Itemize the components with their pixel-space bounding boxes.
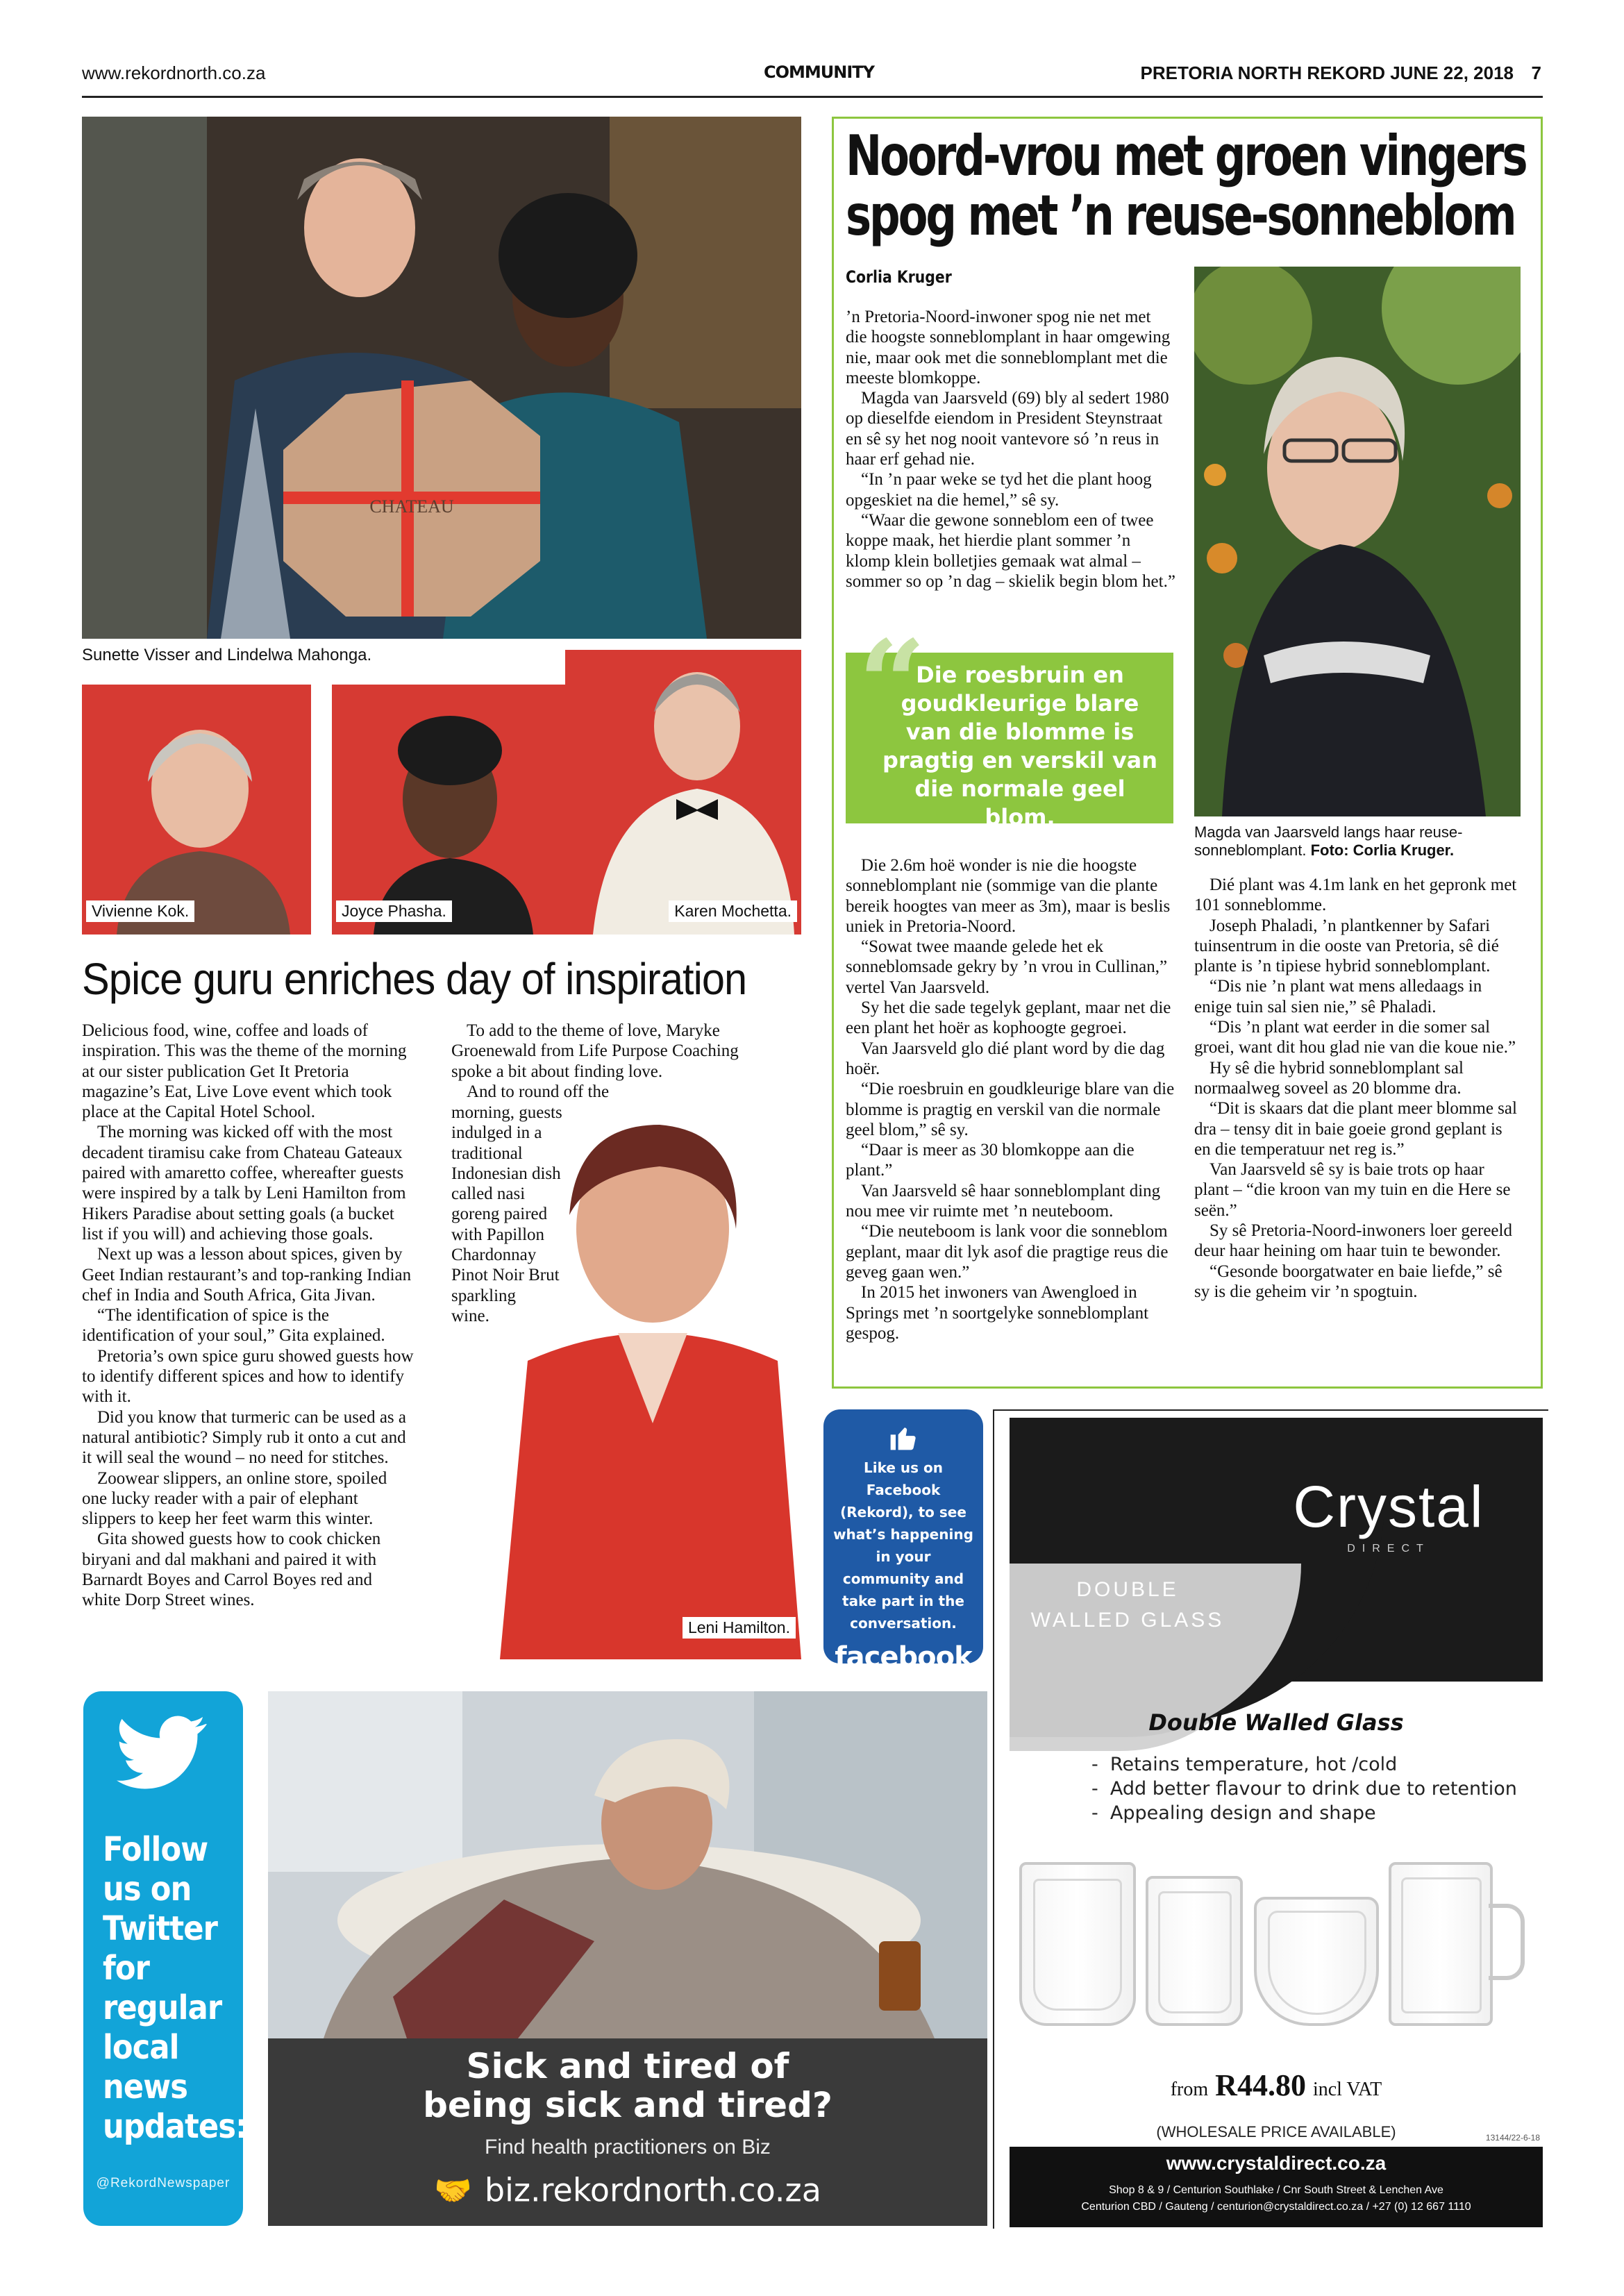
twitter-handle[interactable]: @RekordNewspaper (96, 2176, 231, 2190)
paragraph: “Dit is skaars dat die plant meer blomme sal dra – tensy dit in baie goeie grond geplant is en die temperatuur net reg is.” (1194, 1099, 1517, 1159)
headline-line: spog met ’n reuse-sonneblom (846, 183, 1515, 248)
paragraph: Sy sê Pretoria-Noord-inwoners loer gereeld deur haar heining om haar tuin te bewonder. (1194, 1221, 1512, 1261)
glass-image (1254, 1897, 1379, 2026)
text-line: Follow (103, 1830, 208, 1869)
handshake-icon: 🤝 (434, 2172, 472, 2209)
paragraph: Delicious food, wine, coffee and loads of inspiration. This was the theme of the morning at our sister publication Get It Pretoria magazine’s Eat, Live Love event which took place at the Capital Hotel School. (82, 1021, 407, 1122)
biz-url[interactable]: biz.rekordnorth.co.za (484, 2171, 821, 2209)
sunflower-column-1-bottom (846, 855, 1176, 1343)
twitter-promo[interactable] (83, 1691, 247, 2226)
price-value: R44.80 (1215, 2068, 1306, 2102)
paragraph: Sy het die sade tegelyk geplant, maar net die een plant het hoër as kophoogte gegroei. (846, 998, 1171, 1038)
portrait-caption: Joyce Phasha. (336, 900, 452, 922)
text-line: news (103, 2068, 188, 2106)
portrait-vivienne (82, 685, 311, 935)
text-line: traditional (451, 1143, 523, 1163)
paragraph: Van Jaarsveld sê haar sonneblomplant ding nou mee vir ruimte met ’n neuteboom. (846, 1181, 1161, 1221)
paragraph: “Gesonde boorgatwater en baie liefde,” sê sy is die geheim vir ’n spogtuin. (1194, 1262, 1502, 1301)
feature-text: Retains temperature, hot /cold (1110, 1754, 1398, 1775)
crystal-logo: Crystal (1293, 1474, 1484, 1539)
paragraph: Dié plant was 4.1m lank en het gepronk met 101 sonneblomme. (1194, 875, 1517, 915)
paragraph: To add to the theme of love, Maryke Groenewald from Life Purpose Coaching spoke a bit about finding love. (451, 1021, 739, 1081)
paragraph: Magda van Jaarsveld (69) bly al sedert 1980 op dieselfde eiendom in President Steynstraat en sê sy het nog nooit vantevore só ’n reus in haar erf gehad nie. (846, 389, 1169, 469)
portrait-art (82, 685, 311, 935)
photo-credit: Foto: Corlia Kruger. (1310, 841, 1455, 859)
spice-column-1 (82, 1021, 414, 1611)
twitter-bird-icon (117, 1715, 207, 1791)
glass-mug-image (1389, 1862, 1493, 2026)
text-line: sparkling (451, 1286, 517, 1305)
sunflower-photo-caption (1194, 823, 1521, 860)
leni-caption: Leni Hamilton. (683, 1617, 796, 1639)
text-line: with Papillon (451, 1225, 545, 1244)
feature-item: - Appealing design and shape (1091, 1802, 1376, 1824)
byline: Corlia Kruger (846, 267, 952, 287)
text-line: regular (103, 1988, 222, 2027)
paragraph: “In ’n paar weke se tyd het die plant hoog opgeskiet na die hemel,” sê sy. (846, 470, 1152, 510)
paragraph: ’n Pretoria-Noord-inwoner spog nie net met die hoogste sonneblomplant in haar omgewing nie, maar ook met die sonneblomplant met die meeste blomkoppe. (846, 308, 1171, 387)
sunflower-photo-art (1194, 267, 1521, 816)
paragraph: Did you know that turmeric can be used as a natural antibiotic? Simply rub it onto a cut and it will seal the wound – no need for stitches. (82, 1407, 407, 1468)
tag-line: WALLED GLASS (1030, 1609, 1225, 1632)
text-line: for (103, 1949, 150, 1988)
glass-image (1146, 1876, 1243, 2026)
crystal-footer (1010, 2147, 1543, 2227)
price-block (1010, 2068, 1543, 2103)
paragraph: “The identification of spice is the identification of your soul,” Gita explained. (82, 1306, 385, 1346)
paragraph: And to round off the (467, 1082, 610, 1101)
spice-headline: Spice guru enriches day of inspiration (82, 954, 747, 1004)
website-url[interactable]: www.rekordnorth.co.za (82, 62, 266, 83)
paragraph: “Sowat twee maande gelede het ek sonneblomsade gekry by ’n vrou in Cullinan,” vertel Van Jaarsveld. (846, 937, 1168, 997)
paragraph: In 2015 het inwoners van Awengloed in Springs met ’n soortgelyke sonneblomplant gespog. (846, 1283, 1149, 1343)
crystal-website[interactable]: www.crystaldirect.co.za (1166, 2152, 1387, 2174)
paragraph: Van Jaarsveld glo dié plant word by die dag hoër. (846, 1039, 1165, 1078)
leni-photo (486, 1097, 801, 1659)
text-line: Indonesian dish (451, 1164, 561, 1183)
paragraph: “Waar die gewone sonneblom een of twee koppe maak, het hierdie plant sommer ’n klomp klein bolletjies gemaak wat almal – sommer so op ’n dag – skielik begin blom het.” (846, 510, 1175, 591)
text-line: called nasi (451, 1184, 526, 1204)
text-line: Twitter (103, 1909, 218, 1948)
feature-list (1091, 1752, 1536, 1825)
price-suffix: incl VAT (1312, 2079, 1382, 2100)
mug-handle (1489, 1904, 1525, 1980)
paragraph: Hy sê die hybrid sonneblomplant sal normaalweg soveel as 20 blomme dra. (1194, 1058, 1464, 1098)
text-line: indulged in a (451, 1123, 542, 1143)
facebook-logo[interactable]: facebook (835, 1641, 972, 1673)
paragraph: Pretoria’s own spice guru showed guests how to identify different spices and how to identify with it. (82, 1346, 414, 1407)
text-line: goreng paired (451, 1205, 548, 1224)
sunflower-photo (1194, 267, 1521, 816)
portrait-karen (565, 650, 801, 935)
headline-line: Noord-vrou met groen vingers (846, 124, 1526, 188)
leni-photo-art (486, 1097, 801, 1659)
paragraph: Van Jaarsveld sê sy is baie trots op haar plant – “die kroon van my tuin en die Here se seën.” (1194, 1160, 1511, 1220)
feature-item: - Add better flavour to drink due to retention (1091, 1778, 1517, 1800)
main-photo-caption: Sunette Visser and Lindelwa Mahonga. (82, 646, 372, 664)
text-line: Chardonnay (451, 1246, 537, 1265)
headline-line: Sick and tired of (466, 2046, 789, 2086)
text-line: local (103, 2028, 179, 2067)
feature-item: - Retains temperature, hot /cold (1091, 1754, 1398, 1775)
feature-text: Appealing design and shape (1110, 1802, 1376, 1824)
biz-ad-headline (268, 2047, 987, 2125)
tag-line: DOUBLE (1076, 1578, 1179, 1601)
caption-text: Magda van Jaarsveld langs haar reuse-sonneblomplant. (1194, 823, 1463, 859)
feature-text: Add better flavour to drink due to retention (1110, 1778, 1517, 1800)
sunflower-headline (846, 124, 1526, 248)
crystal-contact: Centurion CBD / Gauteng / centurion@crystaldirect.co.za / +27 (0) 12 667 1110 (1081, 2201, 1471, 2213)
paragraph: Next up was a lesson about spices, given by Geet Indian restaurant’s and top-ranking Indian chef in India and South Africa, Gita Jivan. (82, 1245, 412, 1305)
section-label: COMMUNITY (764, 62, 875, 82)
text-line: us on (103, 1870, 192, 1909)
wholesale-note: (WHOLESALE PRICE AVAILABLE) (1156, 2123, 1396, 2140)
paragraph: Gita showed guests how to cook chicken biryani and dal makhani and paired it with Barnardt Boyes and Carrol Boyes red and white Dorp Street wines. (82, 1530, 381, 1610)
pull-quote-text: Die roesbruin en goudkleurige blare van die blomme is pragtig en verskil van die normale geel blom. (882, 662, 1158, 830)
ad-reference: 13144/22-6-18 (1485, 2133, 1540, 2143)
main-photo-art (82, 117, 801, 639)
paragraph: “Dis nie ’n plant wat mens alledaags in enige tuin sal sien nie,” sê Phaladi. (1194, 977, 1482, 1016)
crystal-address: Shop 8 & 9 / Centurion Southlake / Cnr South Street & Lenchen Ave (1109, 2184, 1443, 2196)
page-number: 7 (1531, 62, 1541, 83)
text-line: wine. (451, 1306, 489, 1325)
portrait-art (565, 650, 801, 935)
crystal-ad[interactable] (1010, 1418, 1543, 2227)
portrait-caption: Karen Mochetta. (669, 900, 797, 922)
text-line: morning, guests (451, 1103, 562, 1122)
twitter-promo-text (103, 1830, 246, 2147)
portrait-caption: Vivienne Kok. (86, 900, 194, 922)
facebook-promo[interactable] (823, 1409, 983, 1673)
glass-image (1019, 1862, 1136, 2026)
paragraph: “Dis ’n plant wat eerder in die somer sal groei, want dit hou glad nie van die koue nie.” (1194, 1018, 1516, 1057)
sunflower-column-2 (1194, 875, 1521, 1302)
portrait-joyce (332, 685, 565, 935)
biz-ad-link[interactable] (268, 2169, 987, 2209)
spice-column-2 (451, 1021, 778, 1102)
biz-ad-sub: Find health practitioners on Biz (485, 2136, 771, 2159)
main-photo (82, 117, 801, 639)
biz-ad-photo (268, 1691, 987, 2038)
paragraph: Die 2.6m hoë wonder is nie die hoogste sonneblomplant nie (sommige van die plante bereik hoogtes van meer as 3m), maar is beslis uniek in Pretoria-Noord. (846, 856, 1171, 936)
header-rule (82, 96, 1543, 98)
quote-mark-icon: “ (858, 614, 926, 753)
paragraph: “Die roesbruin en goudkleurige blare van die blomme is pragtig en verskil van die normale geel blom,” sê sy. (846, 1080, 1175, 1139)
headline-line: being sick and tired? (423, 2085, 832, 2125)
text-line: updates: (103, 2107, 247, 2146)
paragraph: “Daar is meer as 30 blomkoppe aan die plant.” (846, 1141, 1135, 1180)
biz-ad[interactable] (268, 1691, 987, 2226)
crystal-tag (1016, 1575, 1239, 1636)
thumbs-up-icon (888, 1422, 919, 1452)
facebook-promo-text: Like us on Facebook (Rekord), to see what’s happening in your community and take part in the conversation. (833, 1459, 973, 1632)
portrait-art (332, 685, 565, 935)
box-label: CHATEAU (369, 496, 454, 517)
crystal-logo-sub: DIRECT (1347, 1543, 1430, 1555)
paragraph: The morning was kicked off with the most decadent tiramisu cake from Chateau Gateaux paired with amaretto coffee, whereafter guests were inspired by a talk by Leni Hamilton from Hikers Paradise about setting goals (a bucket list if you will) and achieving those goals. (82, 1123, 406, 1243)
price-from: from (1170, 2079, 1209, 2100)
text-line: Pinot Noir Brut (451, 1266, 560, 1285)
paragraph: “Die neuteboom is lank voor die sonneblom geplant, maar dit lyk asof die pragtige reus die geveg gaan wen.” (846, 1222, 1169, 1282)
product-title: Double Walled Glass (1148, 1709, 1404, 1736)
edition-label: PRETORIA NORTH REKORD JUNE 22, 2018 (1140, 62, 1514, 83)
paragraph: Zoowear slippers, an online store, spoiled one lucky reader with a pair of elephant slippers to keep her feet warm this winter. (82, 1468, 387, 1529)
paragraph: Joseph Phaladi, ’n plantkenner by Safari tuinsentrum in die ooste van Pretoria, sê dié plante is ’n tipiese hybrid sonneblomplant. (1194, 916, 1499, 976)
sunflower-column-1-top (846, 307, 1176, 592)
